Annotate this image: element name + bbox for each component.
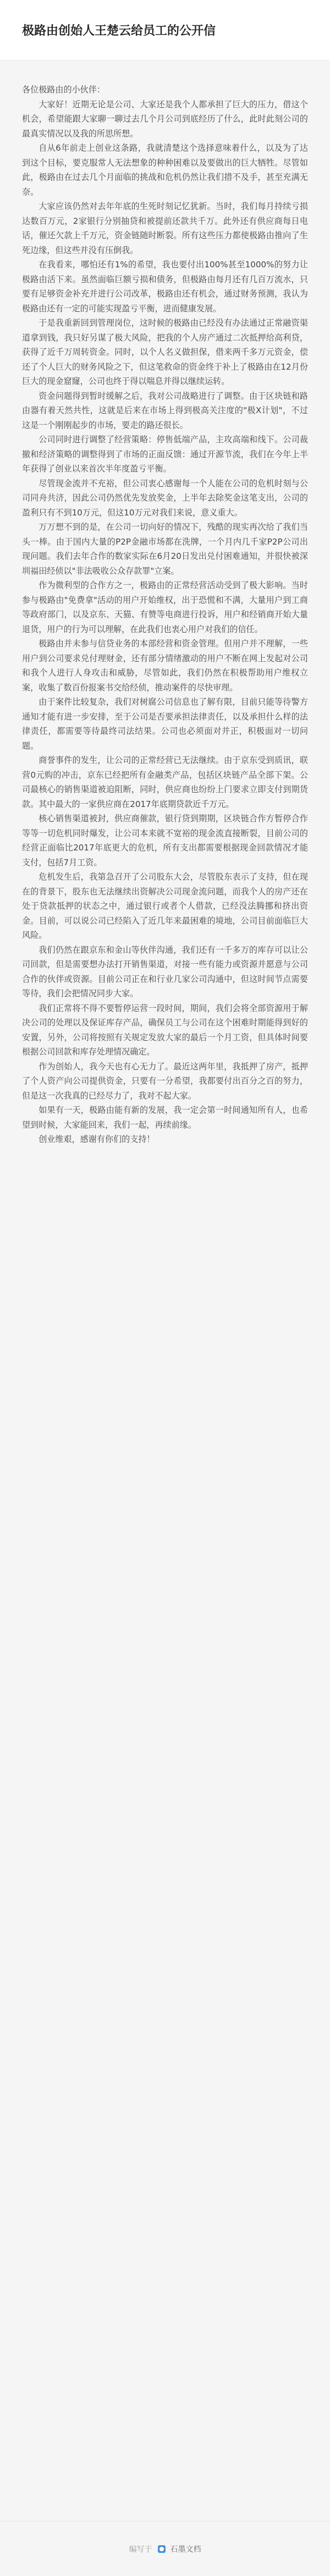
paragraph: 自从6年前走上创业这条路，我就清楚这个选择意味着什么，以及为了达到这个目标，要克服常人无法想象的种种困难以及要做出的巨大牺牲。尽管如此，极路由在过去几个月面临的挑战和危机仍然让我们措不及手，甚至充满无奈。: [22, 143, 308, 197]
salutation: 各位极路由的小伙伴：: [22, 85, 105, 95]
paragraph: 核心销售渠道被封，供应商催款，银行贷到期期，区块链合作方暂停合作等等一切危机同时爆发，让公司本来就不宽裕的现金流直接断裂，目前公司的经营正面临比2017年底更大的危机，所有支出都需要根据现金回款情况才能支付，包括7月工资。: [22, 814, 308, 867]
document-body: [0, 61, 330, 2521]
footer-brand: 石墨文档: [170, 2545, 201, 2554]
footer-credit[interactable]: [129, 2544, 201, 2555]
paragraph: 大家好！近期无论是公司、大家还是我个人都承担了巨大的压力，借这个机会，希望能跟大家聊一聊过去几个月公司到底经历了什么，此时此刻公司的最真实情况以及我的所思所想。: [22, 99, 308, 139]
paragraph: 资金问题得到暂时缓解之后，我对公司战略进行了调整。由于区块链和路由器有着天然共性，这就是后来在市场上得到极高关注度的"极X计划"，不过这是一个刚刚起步的市场，要走的路还很长。: [22, 391, 308, 430]
paragraph: 在我看来，哪怕还有1%的希望，我也要付出100%甚至1000%的努力让极路由活下来。虽然面临巨额亏损和债务，但极路由每月还有几百万流水，只要有足够资金补充并进行公司改革，极路由还有机会，通过财务预测，我认为极路由还有一定的可能实现盈亏平衡，进而健康发展。: [22, 260, 308, 314]
document-footer: [0, 2521, 330, 2576]
paragraph: 危机发生后，我第急召开了公司股东大会，尽管股东表示了支持，但在现在的背景下，股东也无法继续出资解决公司现金流问题，而我个人的房产还在处于贷款抵押的状态之中，通过银行或者个人借款，已经没法腾挪和挤出资金。目前，可以说公司已经陷入了近几年来最困难的境地，公司目前面临巨大风险。: [22, 872, 308, 940]
paragraph: 我们正常将不得不要暂停运营一段时间，期间，我们会将全部资源用于解决公司的处理以及保证库存产品，确保员工与公司在这个困难时期能得到好的安置，另外，公司将按照有关规定发放大家的最后一个月工资，但具体时间要根据公司回款和库存处理情况确定。: [22, 1003, 308, 1057]
paragraph: 作为微利型的合作方之一，极路由的正常经营活动受到了极大影响。当时参与极路由"免费拿"活动的用户开始维权，出于恐慌和不满，大量用户到工商等政府部门，以及京东、天猫、有赞等电商进行投诉，用户和经销商开始大量退货，用户的行为可以理解，在此我们也衷心用户对我们的信任。: [22, 580, 308, 634]
paragraph: 尽管现金流并不充裕，但公司衷心感谢每一个人能在公司的危机时刻与公司同舟共济，因此公司仍然优先发放奖金，上半年去除奖金这笔支出，公司的盈利只有不到10万元，但这10万元对我们来说，意义重大。: [22, 478, 308, 518]
closing-line: 创业维艰，感谢有你们的支持！: [38, 1134, 155, 1144]
paragraph: 我们仍然在跟京东和金山等伙伴沟通，我们还有一千多万的库存可以让公司回款，但是需要想办法打开销售渠道，对接一些有能力或资源并愿意与公司合作的伙伴或资源。目前公司正在和行业几家公司沟通中，但这时间节点需要等待，我们会把情况同步大家。: [22, 944, 308, 998]
paragraph: 公司同时进行调整了经营策略：停售低端产品，主攻高端和线下。公司裁撤和经济策略的调整得到了市场的正面反馈：通过开源节流，我们在今年上半年获得了创业以来首次半年度盈亏平衡。: [22, 435, 308, 474]
paragraph: 大家应该仍然对去年年底的生死时刻记忆犹新。当时，我们每月持续亏损达数百万元，2家银行分别抽贷和被提前还款共千万。此外还有供应商每日电话，催还欠款上千万元，资金链随时断裂。所有这些压力都使极路由推向了生死边缘，但这些并没有压倒我。: [22, 201, 308, 255]
paragraph: 由于案件比较复杂，我们对树腐公司信息也了解有限，目前只能等待警方通知才能有进一步安排，至于公司是否要承担法律责任，以及承担什么样的法律责任，都需要等待最终司法结果。公司也必须面对并正，积极面对一切问题。: [22, 697, 308, 751]
paragraph: 于是我重新回到管理岗位，这时候的极路由已经没有办法通过正常融资渠道拿到钱，我只好另谋了极大风险，把我的个人房产通过二次抵押给高利贷，获得了近千万周转资金。同时，以个人名义做担保，借来两千多万元资金，偿还了个人巨大的财务风险之下，但这笔救命的资金终于补上了极路由在12月份巨大的现金窟窿，公司也终于得以喘息并得以继续运转。: [22, 318, 308, 386]
paragraph: 如果有一天，极路由能有新的发展，我一定会第一时间通知所有人，也希望到时候，大家能回来，我们一起，再续前缘。: [22, 1105, 308, 1130]
paragraph: 商誉事件的发生，让公司的正常经营已无法继续。由于京东受到质讯，联营0元购的冲击，京东已经把所有金融类产品，包括区块链产品全部下架。公司最核心的销售渠道被迫阻断，同时，供应商也纷纷上门要求立即支付到期货款。其中最大的一家供应商在2017年底期贷款近千万元。: [22, 755, 308, 809]
paragraph: 作为创始人，我今天也有心无力了。最近这两年里，我抵押了房产，抵押了个人资产向公司提供资金，只要有一分希望，我都要付出百分之百的努力，但是这一次我真的已经尽力了，我对不起大家。: [22, 1061, 308, 1101]
footer-prefix: 编写于: [129, 2545, 152, 2554]
paragraph: 极路由并未参与信贷业务的本部经营和资金管理。但用户并不理解，一些用户到公司要求兑付理财金，还有部分情绪激动的用户不断在网上发起对公司和我个人进行人身攻击和威胁，尽管如此，我们仍然在积极帮助用户维权立案，收集了数百份报案书交给经侦，推动案件的尽快审理。: [22, 639, 308, 693]
document-header: [0, 0, 330, 61]
shimo-logo-icon: [158, 2545, 166, 2553]
document-title: 极路由创始人王楚云给员工的公开信: [22, 24, 216, 38]
paragraph: 万万想不到的是，在公司一切向好的情况下，残酷的现实再次给了我们当头一棒。由于国内大量的P2P金融市场都在洗牌，一个月内几千家P2P公司出现问题。我们去年合作的数家实际在6月20日发出兑付困难通知，并很快被深圳福田经侦以"非法吸收公众存款罪"立案。: [22, 522, 308, 576]
